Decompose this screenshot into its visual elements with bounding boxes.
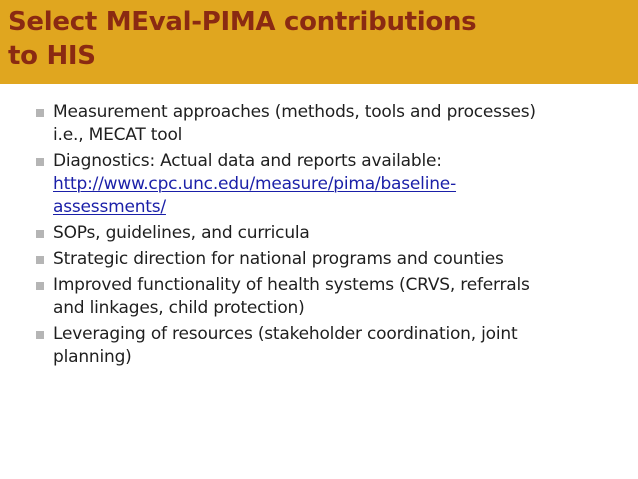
bullet-list [36, 101, 621, 372]
bullet-text: Improved functionality of health systems (CRVS, referrals [53, 275, 530, 295]
bullet-text: SOPs, guidelines, and curricula [53, 223, 310, 243]
pima-baseline-link[interactable]: http://www.cpc.unc.edu/measure/pima/baseline- [53, 174, 457, 194]
square-bullet-icon [36, 256, 44, 264]
pima-baseline-link[interactable]: assessments/ [53, 197, 166, 217]
bullet-text: Measurement approaches (methods, tools and processes) [53, 102, 536, 122]
square-bullet-icon [36, 158, 44, 166]
square-bullet-icon [36, 282, 44, 290]
square-bullet-icon [36, 331, 44, 339]
bullet-item-health-systems [36, 274, 621, 320]
bullet-item-sops [36, 222, 621, 245]
bullet-text: i.e., MECAT tool [53, 125, 183, 145]
bullet-item-strategic-direction [36, 248, 621, 271]
bullet-item-diagnostics [36, 150, 621, 219]
bullet-text: Strategic direction for national programs and counties [53, 249, 504, 269]
square-bullet-icon [36, 230, 44, 238]
slide-title [8, 5, 476, 73]
bullet-text: planning) [53, 347, 132, 367]
square-bullet-icon [36, 109, 44, 117]
bullet-text: Diagnostics: Actual data and reports available: [53, 151, 442, 171]
bullet-item-measurement [36, 101, 621, 147]
title-line: Select MEval-PIMA contributions [8, 7, 477, 37]
title-line: to HIS [8, 41, 96, 71]
bullet-text: and linkages, child protection) [53, 298, 305, 318]
bullet-item-resources [36, 323, 621, 369]
bullet-text: Leveraging of resources (stakeholder coordination, joint [53, 324, 518, 344]
title-band [0, 0, 638, 84]
